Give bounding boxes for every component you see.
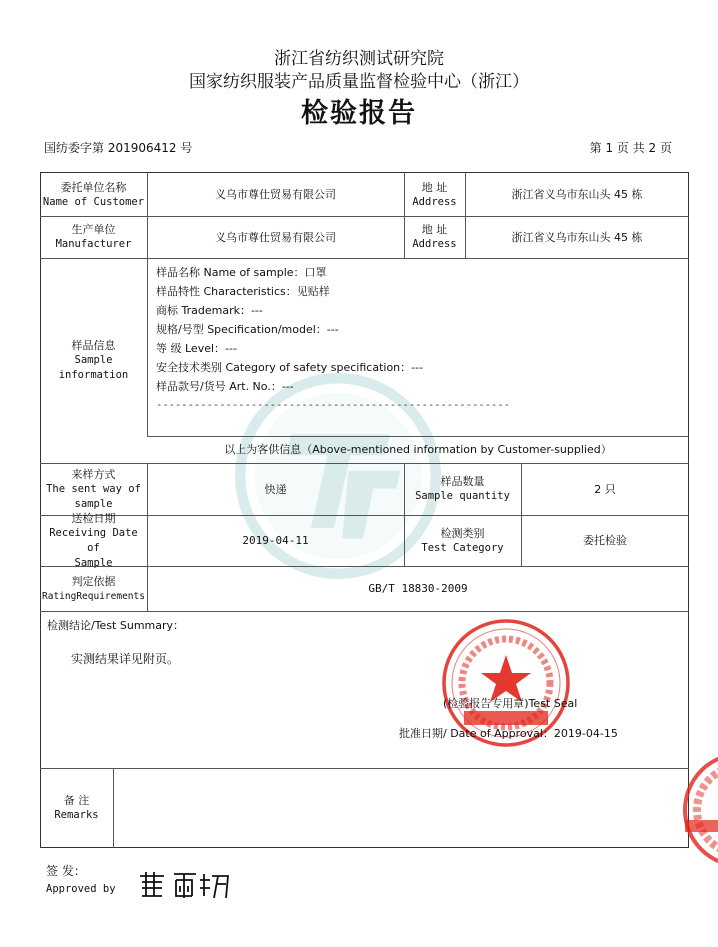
sent-way-label-en: sample [74,497,113,510]
address-label-cn: 地 址 [421,180,448,194]
sample-quantity-value: 2 只 [594,482,616,496]
rating-label-en: RatingRequirements [42,590,145,602]
approved-by-label [46,862,116,898]
art-no-line: 样品款号/货号 Art. No.：--- [156,380,294,393]
center-name: 国家纺织服装产品质量监督检验中心（浙江） [189,72,529,92]
address-label-en: Address [412,238,457,250]
remarks-label-cn: 备 注 [63,794,90,807]
sample-info-label-en: Sample [74,354,113,366]
receiving-date-label [40,511,147,569]
test-category-label [404,515,521,566]
characteristics-line: 样品特性 Characteristics：见贴样 [156,285,330,298]
sample-info-label-cn: 样品信息 [71,339,116,352]
test-summary-text: 实测结果详见附页。 [71,652,180,666]
level-line: 等 级 Level：--- [156,342,237,355]
partial-seal [675,750,718,870]
manufacturer-address-value: 浙江省义乌市东山头 45 栋 [511,230,643,244]
remarks-label-en: Remarks [54,809,99,821]
manufacturer-address-label [404,216,465,258]
rating-label-cn: 判定依据 [71,574,116,588]
receiving-date-label-en: Sample [74,556,113,569]
page-number: 第 1 页 共 2 页 [589,141,672,155]
client-label-en: Name of Customer [42,195,145,208]
client-value: 义乌市尊仕贸易有限公司 [215,188,336,201]
report-header [0,48,718,131]
sample-info-list [156,263,510,415]
receiving-date-value: 2019-04-11 [242,534,309,547]
sample-quantity-label-cn: 样品数量 [440,475,485,488]
dashed-line: -------------------------------------------------------- [156,399,511,411]
manufacturer-label-en: Manufacturer [55,238,132,250]
address-label-en: Address [412,195,457,208]
sent-way-label [40,463,147,515]
test-category-value: 委托检验 [583,534,627,547]
col-divider [113,768,114,848]
address-label-cn: 地 址 [421,223,448,236]
manufacturer-label [40,216,147,258]
rating-value: GB/T 18830-2009 [368,582,468,595]
manufacturer-value: 义乌市尊仕贸易有限公司 [215,230,336,244]
receiving-date-label-cn: 送检日期 [71,511,116,525]
reference-number: 国纺委字第 201906412 号 [44,141,193,155]
customer-supplied-note: 以上为客供信息（Above-mentioned information by Customer-supplied） [224,443,612,456]
test-category-label-en: Test Category [421,541,504,554]
safety-category-line: 安全技术类别 Category of safety specification：--- [156,361,424,374]
client-label [40,173,147,216]
institute-name: 浙江省纺织测试研究院 [274,49,444,69]
sample-quantity-label-en: Sample quantity [415,490,510,502]
client-address-label [404,173,465,216]
approval-date: 批准日期/ Date of Approval：2019-04-15 [399,727,618,740]
rating-label [40,566,147,611]
test-seal-caption: (检验报告专用章)Test Seal [443,697,578,710]
sent-way-label-en: The sent way of [46,482,141,495]
sent-way-label-cn: 来样方式 [71,467,116,481]
test-category-label-cn: 检测类别 [440,526,485,540]
sample-info-label [40,258,147,463]
manufacturer-label-cn: 生产单位 [71,223,116,236]
report-title: 检验报告 [301,98,417,129]
row-divider [40,768,689,769]
client-address-value: 浙江省义乌市东山头 45 栋 [511,188,643,201]
test-summary-title: 检测结论/Test Summary： [47,619,185,632]
handwritten-signature [134,866,234,904]
receiving-date-label-en: Receiving Date of [49,526,138,554]
row-divider [40,611,689,612]
trademark-line: 商标 Trademark：--- [156,304,263,317]
sample-name-line: 样品名称 Name of sample：口罩 [156,266,327,279]
sample-quantity-label [404,463,521,515]
remarks-label [40,768,113,848]
approved-by-label-cn: 签 发： [46,864,86,878]
sample-info-label-en: information [58,369,129,381]
client-label-cn: 委托单位名称 [60,180,127,194]
specification-line: 规格/号型 Specification/model：--- [156,323,339,336]
sent-way-value: 快递 [264,482,287,496]
approved-by-label-en: Approved by [46,883,116,895]
